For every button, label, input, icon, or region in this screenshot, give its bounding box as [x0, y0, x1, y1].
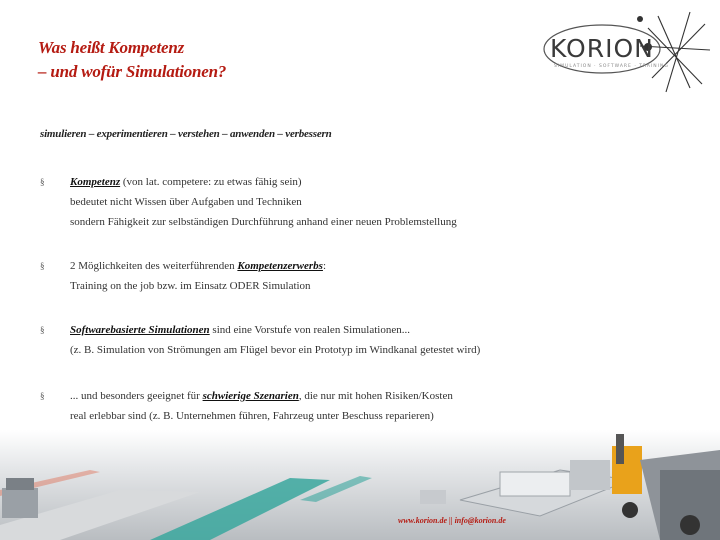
- bullet-line: sondern Fähigkeit zur selbständigen Durchführung anhand einer neuen Problemstellung: [70, 216, 457, 228]
- bullet-line: bedeutet nicht Wissen über Aufgaben und Techniken: [70, 196, 302, 208]
- bullet-marker-icon: §: [40, 261, 45, 271]
- title-line-2: – und wofür Simulationen?: [38, 62, 227, 81]
- footer-contact: www.korion.de || info@korion.de: [398, 516, 506, 525]
- bullet-marker-icon: §: [40, 177, 45, 187]
- bullet-marker-icon: §: [40, 391, 45, 401]
- bullet-line: 2 Möglichkeiten des weiterführenden Kompetenzerwerbs:: [70, 260, 327, 272]
- bullet-text: [70, 172, 590, 232]
- korion-logo: [540, 6, 715, 96]
- bullet-line: ... und besonders geeignet für schwierige Szenarien, die nur mit hohen Risiken/Kosten: [70, 390, 453, 402]
- bullet-text: [70, 256, 590, 296]
- bullet-text: [70, 386, 590, 426]
- bullet-keyword: Softwarebasierte Simulationen: [70, 324, 210, 336]
- bullet-line: (z. B. Simulation von Strömungen am Flügel bevor ein Prototyp im Windkanal getestet wird): [70, 344, 481, 356]
- bullet-keyword: schwierige Szenarien: [202, 390, 299, 402]
- bullet-text: [70, 320, 590, 360]
- bullet-keyword: Kompetenzerwerbs: [237, 260, 323, 272]
- bullet-line: Softwarebasierte Simulationen sind eine Vorstufe von realen Simulationen...: [70, 324, 410, 336]
- bullet-line: Training on the job bzw. im Einsatz ODER Simulation: [70, 280, 311, 292]
- logo-wordmark: KORION: [550, 34, 654, 63]
- slide-title: [38, 36, 226, 84]
- bullet-line: real erlebbar sind (z. B. Unternehmen führen, Fahrzeug unter Beschuss reparieren): [70, 410, 434, 422]
- bullet-keyword: Kompetenz: [70, 176, 121, 188]
- bullet-line: Kompetenz (von lat. competere: zu etwas fähig sein): [70, 176, 302, 188]
- slide-subtitle: simulieren – experimentieren – verstehen – anwenden – verbessern: [40, 128, 332, 140]
- bullet-marker-icon: §: [40, 325, 45, 335]
- title-line-1: Was heißt Kompetenz: [38, 38, 185, 57]
- hangar-floor-illustration: [0, 430, 720, 540]
- logo-tagline: SIMULATION · SOFTWARE · TRAINING: [554, 64, 669, 69]
